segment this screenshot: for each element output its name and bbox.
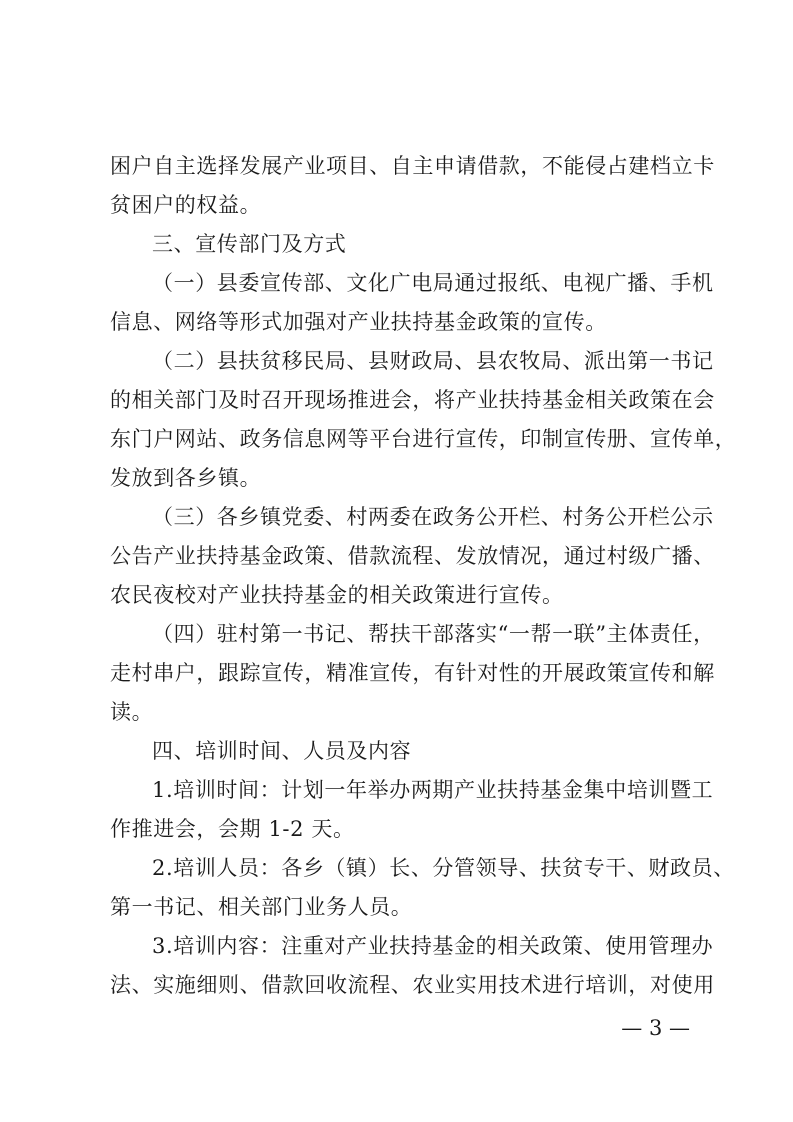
- body-text-line: 第一书记、相关部门业务人员。: [110, 895, 413, 919]
- body-text-line: （一）县委宣传部、文化广电局通过报纸、电视广播、手机: [152, 271, 714, 295]
- body-text-line: 法、实施细则、借款回收流程、农业实用技术进行培训，对使用: [110, 973, 715, 997]
- body-text-line: 的相关部门及时召开现场推进会，将产业扶持基金相关政策在会: [110, 388, 715, 412]
- body-text-line: 农民夜校对产业扶持基金的相关政策进行宣传。: [110, 583, 564, 607]
- body-text-line: 读。: [110, 700, 154, 724]
- body-text-line: 贫困户的权益。: [110, 193, 262, 217]
- body-text-line: 2.培训人员：各乡（镇）长、分管领导、扶贫专干、财政员、: [152, 856, 735, 880]
- body-text-line: （三）各乡镇党委、村两委在政务公开栏、村务公开栏公示: [152, 505, 714, 529]
- body-text-line: 发放到各乡镇。: [110, 466, 262, 490]
- body-text-line: （四）驻村第一书记、帮扶干部落实“一帮一联”主体责任，: [152, 622, 715, 646]
- body-text-line: 3.培训内容：注重对产业扶持基金的相关政策、使用管理办: [152, 934, 714, 958]
- body-text-line: 公告产业扶持基金政策、借款流程、发放情况，通过村级广播、: [110, 544, 715, 568]
- page-number: — 3 —: [621, 1016, 690, 1040]
- section-heading-training: 四、培训时间、人员及内容: [152, 739, 412, 763]
- body-text-line: 困户自主选择发展产业项目、自主申请借款，不能侵占建档立卡: [110, 154, 715, 178]
- body-text-line: 走村串户，跟踪宣传，精准宣传，有针对性的开展政策宣传和解: [110, 661, 715, 685]
- body-text-line: 信息、网络等形式加强对产业扶持基金政策的宣传。: [110, 310, 607, 334]
- body-text-line: 1.培训时间：计划一年举办两期产业扶持基金集中培训暨工: [152, 778, 714, 802]
- body-text-line: 作推进会，会期 1-2 天。: [110, 817, 355, 841]
- body-text-line: 东门户网站、政务信息网等平台进行宣传，印制宣传册、宣传单，: [110, 427, 737, 451]
- section-heading-publicity: 三、宣传部门及方式: [152, 232, 347, 256]
- body-text-line: （二）县扶贫移民局、县财政局、县农牧局、派出第一书记: [152, 349, 714, 373]
